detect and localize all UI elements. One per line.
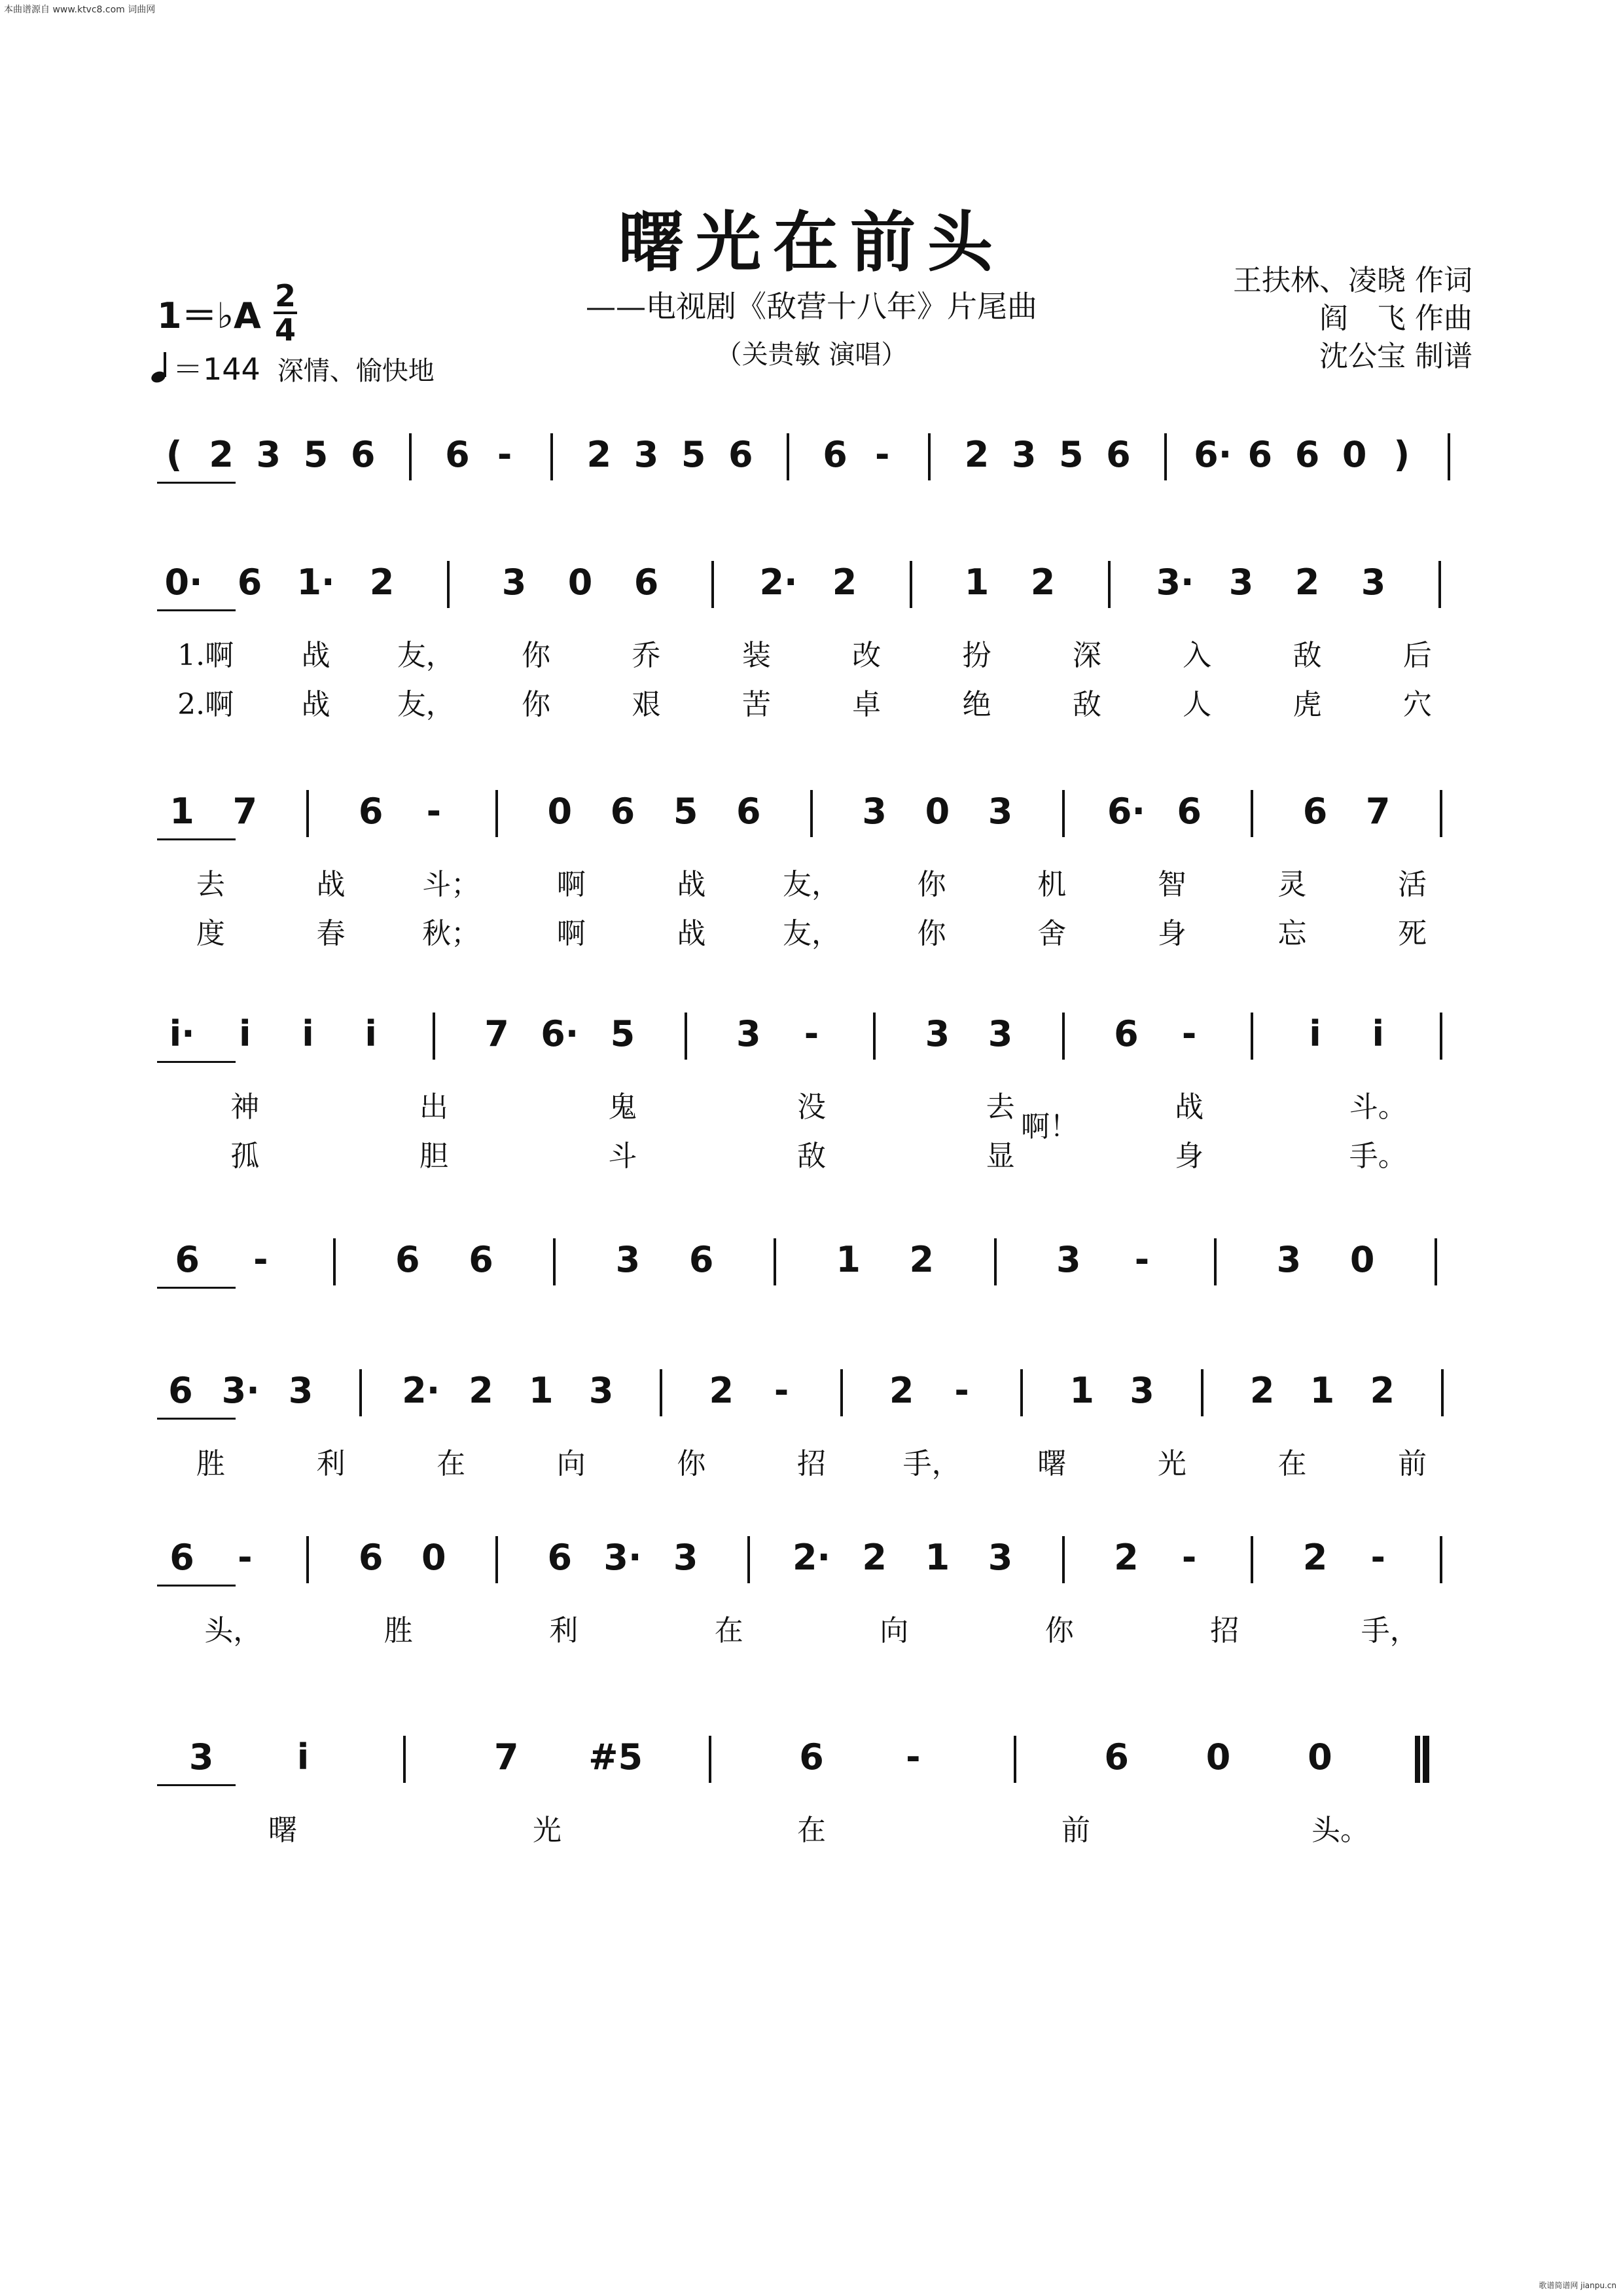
lyrics-line [151, 1132, 1472, 1172]
note: 3 [1361, 562, 1386, 603]
lyric-char: 友， [782, 917, 840, 950]
note: i [302, 1013, 314, 1054]
composer: 阎 飞 作曲 [1319, 302, 1472, 335]
barline [747, 1536, 750, 1583]
lyrics-line [151, 1083, 1472, 1122]
barline [1062, 1013, 1065, 1060]
barline [787, 433, 789, 480]
beam-line [157, 609, 236, 611]
lyric-char: 去 [196, 868, 225, 901]
lyric-char: 敌 [1072, 688, 1101, 721]
lyric-char: 后 [1402, 639, 1432, 672]
barline [1164, 433, 1167, 480]
lyrics-line [151, 1607, 1472, 1646]
lyric-char: 光 [533, 1814, 562, 1847]
barline [403, 1736, 406, 1783]
lyric-char: 2.啊 [177, 688, 234, 721]
note: 5 [673, 791, 698, 832]
note: 3 [188, 1736, 214, 1778]
note: 0 [1205, 1736, 1231, 1778]
time-top: 2 [274, 278, 296, 314]
lyric-char: 战 [301, 639, 330, 672]
lyric-char: 没 [796, 1090, 826, 1124]
lyric-char: 友， [397, 688, 455, 721]
barline [711, 561, 714, 608]
lyric-char: 忘 [1277, 917, 1307, 950]
note: 3 [501, 562, 527, 603]
lyric-char: 你 [677, 1447, 706, 1480]
note: 0 [1342, 434, 1367, 475]
barline [409, 433, 412, 480]
lyric-char: 头。 [1311, 1814, 1369, 1847]
note: 2 [1030, 562, 1056, 603]
lyrics-line [151, 681, 1472, 720]
lyric-char: 身 [1175, 1139, 1204, 1173]
notes-line [151, 789, 1472, 841]
singer: （关贵敏 演唱） [715, 340, 908, 370]
lyric-char: 扮 [962, 639, 991, 672]
note: 1 [964, 562, 990, 603]
note: 6 [175, 1239, 200, 1280]
lyric-char: 敌 [1293, 639, 1322, 672]
final-barline [1420, 1736, 1429, 1783]
barline [1062, 1536, 1065, 1583]
lyric-char: 装 [741, 639, 771, 672]
note: 2 [1294, 562, 1320, 603]
note: 1 [1069, 1370, 1094, 1411]
note: 3 [1276, 1239, 1302, 1280]
lyric-char: 出 [419, 1090, 448, 1124]
note: 1 [1310, 1370, 1335, 1411]
note: 0 [1349, 1239, 1375, 1280]
lyric-char: 孤 [230, 1139, 260, 1173]
note: 6 [799, 1736, 824, 1778]
lyric-char: 舍 [1037, 917, 1067, 950]
notes-line [151, 1237, 1472, 1289]
barline [306, 1536, 309, 1583]
note: 0· [164, 562, 203, 603]
note: 6 [1247, 434, 1273, 475]
barline [685, 1013, 687, 1060]
note: - [906, 1736, 921, 1778]
barline [1440, 790, 1442, 837]
note: 0 [1308, 1736, 1332, 1778]
note: 6· [541, 1013, 579, 1054]
note: 3 [633, 434, 659, 475]
lyric-char: 战 [677, 868, 706, 901]
barline [553, 1238, 556, 1285]
barline [1440, 1013, 1442, 1060]
beam-line [157, 482, 236, 484]
tempo-expression: 深情、愉快地 [277, 356, 435, 386]
lyric-char: 战 [316, 868, 346, 901]
barline [1214, 1238, 1217, 1285]
lyrics-line [151, 1806, 1472, 1846]
note: 3 [588, 1370, 614, 1411]
note: 3 [862, 791, 887, 832]
barline [447, 561, 450, 608]
barline [1020, 1369, 1023, 1416]
note: 6 [445, 434, 470, 475]
barline [1251, 1013, 1253, 1060]
lyric-char: 光 [1157, 1447, 1186, 1480]
note: 2 [586, 434, 612, 475]
barline [306, 790, 309, 837]
lyric-char: 在 [714, 1614, 743, 1647]
lyric-char: 机 [1037, 868, 1067, 901]
notes-line [151, 1011, 1472, 1064]
lyric-char: 前 [1398, 1447, 1427, 1480]
lyrics-line [151, 632, 1472, 671]
note: 6 [1104, 1736, 1129, 1778]
lyricist: 王扶林、凌晓 作词 [1233, 264, 1472, 297]
barline [1014, 1736, 1016, 1783]
lyric-char: 改 [852, 639, 882, 672]
note: 2· [402, 1370, 440, 1411]
lyric-char: 战 [677, 917, 706, 950]
lyric-char: 艰 [632, 688, 661, 721]
barline [810, 790, 813, 837]
note: - [804, 1013, 819, 1054]
note: 3 [1130, 1370, 1154, 1411]
note: - [253, 1239, 268, 1280]
lyric-char: 啊 [556, 868, 586, 901]
note: 2· [759, 562, 798, 603]
note: - [426, 791, 442, 832]
lyric-char: 去 [986, 1090, 1015, 1124]
note: i [365, 1013, 377, 1054]
note: 3· [603, 1537, 642, 1578]
notes-line [151, 1368, 1472, 1420]
lyric-char: 神 [230, 1090, 260, 1124]
note: 2 [1249, 1370, 1275, 1411]
lyric-char: 胜 [383, 1614, 413, 1647]
lyric-char: 利 [316, 1447, 346, 1480]
note: 6 [633, 562, 659, 603]
note: 6 [823, 434, 847, 475]
note: 6 [1114, 1013, 1139, 1054]
note: 6 [358, 791, 383, 832]
note: - [1370, 1537, 1385, 1578]
note: 6 [350, 434, 376, 475]
barline [873, 1013, 876, 1060]
note: 3· [1156, 562, 1194, 603]
note: i [1372, 1013, 1384, 1054]
lyric-char: 招 [796, 1447, 826, 1480]
note: 6· [1194, 434, 1232, 475]
note: 2 [709, 1370, 734, 1411]
note: - [497, 434, 512, 475]
note: 2 [862, 1537, 887, 1578]
note: 6 [547, 1537, 573, 1578]
lyric-exclaim: 啊！ [1021, 1110, 1079, 1143]
note: i· [169, 1013, 195, 1054]
lyrics-line [151, 910, 1472, 949]
barline [1441, 1369, 1444, 1416]
lyric-char: 手， [902, 1447, 961, 1480]
lyric-char: 显 [986, 1139, 1015, 1173]
key-signature: 1＝♭A [157, 295, 261, 336]
note: 6 [169, 1537, 194, 1578]
note: 5 [1058, 434, 1084, 475]
lyric-char: 春 [316, 917, 346, 950]
lyric-char: 苦 [741, 688, 771, 721]
lyric-char: 1.啊 [177, 639, 234, 672]
lyric-char: 斗 [608, 1139, 637, 1173]
lyric-char: 啊 [556, 917, 586, 950]
note: - [1134, 1239, 1150, 1280]
lyric-char: 身 [1157, 917, 1186, 950]
tempo [151, 346, 435, 389]
note: 0 [421, 1537, 446, 1578]
lyric-char: 敌 [796, 1139, 826, 1173]
note: 3 [1011, 434, 1037, 475]
note: 1 [169, 791, 194, 832]
lyric-char: 你 [917, 917, 946, 950]
lyric-char: 死 [1398, 917, 1427, 950]
note: 6 [1302, 791, 1328, 832]
barline [495, 790, 498, 837]
notes-line [151, 432, 1472, 484]
lyric-char: 深 [1072, 639, 1101, 672]
note: 6· [1107, 791, 1145, 832]
barline [660, 1369, 662, 1416]
note: 1 [529, 1370, 554, 1411]
lyric-char: 绝 [962, 688, 991, 721]
lyric-char: 利 [549, 1614, 579, 1647]
note: 3 [673, 1537, 698, 1578]
note: 6 [736, 791, 761, 832]
note: 6 [1294, 434, 1320, 475]
note: 2 [1114, 1537, 1139, 1578]
lyric-char: 穴 [1402, 688, 1432, 721]
barline [709, 1736, 711, 1783]
note: #5 [588, 1736, 643, 1778]
lyric-char: 曙 [268, 1814, 297, 1847]
note: 3 [988, 1537, 1013, 1578]
note: 3 [988, 1013, 1013, 1054]
lyric-char: 友， [397, 639, 455, 672]
note: 6 [395, 1239, 420, 1280]
credits [1233, 262, 1472, 376]
note: 6 [358, 1537, 383, 1578]
barline [1438, 561, 1441, 608]
beam-line [157, 1585, 236, 1587]
lyric-char: 你 [522, 639, 551, 672]
note: 0 [547, 791, 573, 832]
note: 2 [1302, 1537, 1328, 1578]
watermark-top: 本曲谱源自 www.ktvc8.com 词曲网 [4, 5, 156, 15]
lyric-char: 在 [797, 1814, 826, 1847]
lyric-char: 斗。 [1349, 1090, 1407, 1124]
beam-line [157, 1061, 236, 1063]
lyric-char: 人 [1183, 688, 1212, 721]
barline [1251, 790, 1253, 837]
barline [1440, 1536, 1442, 1583]
note: ) [1393, 434, 1410, 475]
note: 6 [1177, 791, 1202, 832]
lyric-char: 招 [1210, 1614, 1240, 1647]
lyrics-line [151, 861, 1472, 900]
note: 3· [221, 1370, 260, 1411]
barline [1448, 433, 1450, 480]
note: 3 [1228, 562, 1254, 603]
time-bottom: 4 [274, 312, 296, 348]
note: 6 [1106, 434, 1131, 475]
note: 2 [964, 434, 990, 475]
note: 6 [168, 1370, 193, 1411]
note: 7 [494, 1736, 519, 1778]
beam-line [157, 838, 236, 840]
note: 2 [1370, 1370, 1395, 1411]
lyric-char: 战 [1175, 1090, 1204, 1124]
note: 6 [728, 434, 753, 475]
note: 5 [303, 434, 329, 475]
notes-line [151, 1535, 1472, 1587]
lyric-char: 乔 [632, 639, 661, 672]
lyric-char: 在 [1277, 1447, 1307, 1480]
lyric-char: 鬼 [608, 1090, 637, 1124]
barline [928, 433, 931, 480]
note: 1 [836, 1239, 861, 1280]
note: 3 [288, 1370, 313, 1411]
beam-line [157, 1287, 236, 1289]
note: 5 [610, 1013, 635, 1054]
barline [333, 1238, 336, 1285]
note: ( [166, 434, 183, 475]
note: i [1309, 1013, 1321, 1054]
note: 3 [615, 1239, 641, 1280]
notes-line [151, 1734, 1472, 1787]
lyric-char: 曙 [1037, 1447, 1067, 1480]
note: 3 [256, 434, 281, 475]
lyric-char: 入 [1183, 639, 1212, 672]
note: 2 [832, 562, 857, 603]
barline [550, 433, 553, 480]
time-signature [274, 278, 297, 348]
note: 1 [925, 1537, 950, 1578]
note: - [1181, 1013, 1197, 1054]
lyric-char: 友， [782, 868, 840, 901]
lyric-char: 向 [556, 1447, 586, 1480]
note: 3 [736, 1013, 761, 1054]
lyric-char: 斗； [422, 868, 480, 901]
note: 3 [988, 791, 1013, 832]
note: 2 [889, 1370, 914, 1411]
lyric-char: 活 [1398, 868, 1427, 901]
note: 7 [232, 791, 258, 832]
note: 0 [925, 791, 950, 832]
barline [1062, 790, 1065, 837]
note: 1· [296, 562, 335, 603]
barline [994, 1238, 997, 1285]
barline [495, 1536, 498, 1583]
lyric-char: 前 [1061, 1814, 1090, 1847]
note: 2 [369, 562, 395, 603]
beam-line [157, 1784, 236, 1786]
beam-line [157, 1418, 236, 1420]
lyric-char: 头， [204, 1614, 262, 1647]
lyric-char: 手， [1361, 1614, 1419, 1647]
note: 2· [792, 1537, 831, 1578]
lyric-char: 向 [880, 1614, 909, 1647]
note: 6 [469, 1239, 493, 1280]
barline [1251, 1536, 1253, 1583]
barline [1435, 1238, 1437, 1285]
note: 7 [1365, 791, 1391, 832]
note: 6 [688, 1239, 714, 1280]
lyric-char: 你 [1044, 1614, 1074, 1647]
lyric-char: 手。 [1349, 1139, 1407, 1173]
lyric-char: 灵 [1277, 868, 1307, 901]
barline [1201, 1369, 1204, 1416]
note: 2 [909, 1239, 935, 1280]
note: - [1181, 1537, 1197, 1578]
lyric-char: 你 [917, 868, 946, 901]
note: 2 [469, 1370, 493, 1411]
lyric-char: 智 [1157, 868, 1186, 901]
note: - [874, 434, 890, 475]
barline [359, 1369, 362, 1416]
note: 6 [610, 791, 635, 832]
lyric-char: 战 [301, 688, 330, 721]
lyric-char: 在 [437, 1447, 466, 1480]
watermark-bottom: 歌谱简谱网 jianpu.cn [1539, 2281, 1616, 2290]
note: - [774, 1370, 789, 1411]
barline [774, 1238, 776, 1285]
note: 7 [484, 1013, 509, 1054]
lyric-char: 胜 [196, 1447, 225, 1480]
lyrics-line [151, 1440, 1472, 1479]
barline [910, 561, 912, 608]
lyric-char: 度 [196, 917, 225, 950]
lyric-char: 秋； [422, 917, 480, 950]
lyric-char: 胆 [419, 1139, 448, 1173]
barline [1108, 561, 1111, 608]
note: i [296, 1736, 310, 1778]
quarter-note-icon [151, 351, 173, 384]
lyric-char: 虎 [1293, 688, 1322, 721]
notes-line [151, 560, 1472, 612]
arranger: 沈公宝 制谱 [1319, 340, 1472, 373]
note: 5 [681, 434, 706, 475]
song-subtitle: ——电视剧《敌营十八年》片尾曲 [586, 289, 1037, 324]
song-title: 曙光在前头 [618, 204, 1005, 281]
lyric-char: 卓 [852, 688, 882, 721]
barline [433, 1013, 435, 1060]
note: 2 [209, 434, 234, 475]
note: i [239, 1013, 251, 1054]
note: 0 [567, 562, 593, 603]
barline [840, 1369, 843, 1416]
tempo-bpm: ＝144 [173, 351, 260, 387]
note: 3 [1056, 1239, 1081, 1280]
note: 3 [925, 1013, 950, 1054]
note: 6 [237, 562, 262, 603]
note: - [238, 1537, 253, 1578]
note: - [954, 1370, 969, 1411]
lyric-char: 你 [522, 688, 551, 721]
